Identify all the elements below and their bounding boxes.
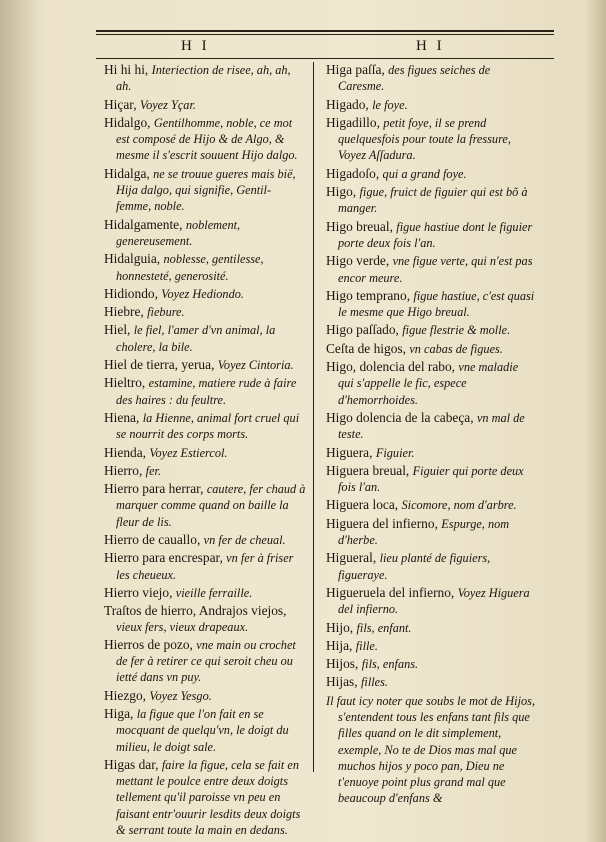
entry-headword: Hidiondo, [104, 285, 158, 301]
dictionary-entry [326, 62, 536, 95]
entry-definition: le fiel, l'amer d'vn animal, la cholere, la bile. [116, 323, 276, 354]
entry-definition: figue hastiue dont le figuier porte deux fois l'an. [338, 219, 533, 250]
entry-headword: Hidalgamente, [104, 216, 183, 232]
entry-headword: Higo breual, [326, 218, 393, 234]
dictionary-entry [104, 286, 306, 302]
entry-headword: Hiel de tierra, yerua, [104, 357, 215, 373]
page-right-edge [586, 0, 606, 842]
dictionary-entry [326, 638, 536, 654]
dictionary-entry [104, 757, 306, 838]
entry-definition: Voyez Yçar. [139, 97, 196, 112]
entry-headword: Hija, [326, 637, 353, 653]
entry-definition: ne se trouue gueres mais bië, Hija dalgo, qui signifie, Gentil-femme, noble. [116, 166, 296, 214]
entry-headword: Higa, [104, 705, 134, 721]
entry-definition: le foye. [372, 97, 408, 112]
dictionary-entry [326, 359, 536, 408]
dictionary-entry [326, 322, 536, 338]
entry-headword: Higo temprano, [326, 287, 411, 303]
entry-definition: noblement, genereusement. [116, 217, 241, 248]
top-rule [96, 30, 554, 32]
entry-definition: Sicomore, nom d'arbre. [401, 498, 517, 513]
entry-headword: Higadillo, [326, 114, 380, 130]
entry-definition: vn fer à friser les cheueux. [116, 551, 294, 582]
dictionary-entry [104, 62, 306, 95]
dictionary-entry [326, 620, 536, 636]
dictionary-entry [104, 166, 306, 215]
entry-headword: Hijos, [326, 656, 359, 672]
dictionary-entry [104, 463, 306, 479]
entry-headword: Hiebre, [104, 304, 144, 320]
entry-headword: Hieltro, [104, 375, 146, 391]
dictionary-entry [326, 585, 536, 618]
dictionary-entry [326, 656, 536, 672]
right-column [326, 62, 536, 809]
dictionary-entry [326, 674, 536, 690]
entry-definition: fils, enfant. [356, 620, 412, 635]
entry-definition: vn fer de cheual. [203, 533, 286, 548]
entry-definition: Figuier qui porte deux fois l'an. [338, 463, 524, 495]
dictionary-entry [104, 217, 306, 250]
entry-definition: Il faut icy noter que soubs le mot de Hijos, s'entendent tous les enfans tant fils que filles quand on le dit simplement, exemple, No te de Dios mas mal que muchos hijos y poco pan, Dieu ne t'enuoye point plus grand mal que beaucoup d'enfans & [326, 693, 536, 806]
dictionary-entry [326, 166, 536, 182]
entry-definition: la Hienne, animal fort cruel qui se nourrit des corps morts. [116, 410, 300, 442]
dictionary-entry [326, 184, 536, 217]
entry-headword: Hierro viejo, [104, 584, 173, 600]
dictionary-entry [326, 115, 536, 164]
dictionary-entry [326, 341, 536, 357]
column-divider [313, 62, 314, 772]
dictionary-entry [326, 516, 536, 549]
entry-headword: Hierro para encrespar, [104, 550, 223, 566]
entry-definition: vieux fers, vieux drapeaux. [116, 619, 249, 634]
entry-headword: Higuera breual, [326, 462, 410, 478]
entry-definition: figue, fruict de figuier qui est bõ à manger. [338, 185, 528, 216]
entry-headword: Higadoſo, [326, 165, 380, 181]
entry-headword: Higo, [326, 184, 357, 200]
entry-headword: Higado, [326, 96, 369, 112]
entry-definition: Voyez Higuera del infierno. [338, 585, 530, 617]
dictionary-entry [326, 97, 536, 113]
entry-headword: Higuera, [326, 444, 373, 460]
dictionary-entry [104, 481, 306, 530]
entry-headword: Higo paſſado, [326, 322, 399, 338]
entry-definition: Gentilhomme, noble, ce mot est composé de Hijo & de Algo, & mesme il s'escrit souuent Hijo dalgo. [116, 115, 298, 163]
entry-headword: Higo dolencia de la cabeça, [326, 409, 474, 425]
dictionary-entry [104, 304, 306, 320]
entry-definition: filles. [360, 675, 388, 690]
entry-definition: vne maladie qui s'appelle le fic, espece d'hemorrhoides. [338, 360, 519, 407]
dictionary-entry [104, 357, 306, 373]
entry-definition: Voyez Hediondo. [161, 286, 244, 301]
entry-headword: Hidalgo, [104, 114, 151, 130]
entry-headword: Hijas, [326, 674, 358, 690]
dictionary-entry [104, 706, 306, 755]
entry-headword: Hierro para herrar, [104, 481, 204, 497]
entry-definition: Voyez Yesgo. [149, 688, 212, 703]
entry-headword: Hierro de cauallo, [104, 532, 201, 548]
entry-headword: Higuera del infierno, [326, 515, 438, 531]
top-rule-thin [96, 34, 554, 35]
left-column [104, 62, 306, 840]
dictionary-entry [104, 322, 306, 355]
entry-headword: Hiçar, [104, 96, 137, 112]
dictionary-entry [104, 585, 306, 601]
entry-headword: Higas dar, [104, 756, 159, 772]
entry-headword: Higo verde, [326, 253, 390, 269]
dictionary-entry [104, 532, 306, 548]
entry-definition: la figue que l'on fait en se mocquant de quelqu'vn, le doigt du milieu, le doigt sale. [116, 706, 289, 754]
entry-definition: faire la figue, cela se fait en mettant le poulce entre deux doigts tellement qu'il paroisse vn peu en faisant entr'ouurir lesdits deux doigts & serrant toute la main en dedans. [116, 757, 301, 838]
dictionary-entry [104, 688, 306, 704]
entry-headword: Hiena, [104, 409, 140, 425]
entry-definition: Figuier. [375, 445, 415, 460]
dictionary-entry [104, 445, 306, 461]
dictionary-entry [104, 550, 306, 583]
dictionary-entry [326, 410, 536, 443]
entry-headword: Hiel, [104, 322, 131, 338]
entry-definition: qui a grand foye. [382, 166, 467, 181]
header-right: H I [416, 38, 445, 54]
entry-headword: Hidalguia, [104, 251, 161, 267]
dictionary-entry [326, 253, 536, 286]
entry-headword: Hienda, [104, 444, 147, 460]
entry-headword: Hierro, [104, 462, 143, 478]
entry-definition: vieille ferraille. [175, 585, 253, 600]
entry-definition: cautere, fer chaud à marquer comme quand on baille la fleur de lis. [116, 482, 306, 529]
dictionary-entry [326, 445, 536, 461]
entry-headword: Higa paſſa, [326, 62, 385, 77]
dictionary-entry [104, 115, 306, 164]
entry-definition: Voyez Estiercol. [149, 445, 228, 460]
entry-definition: fille. [355, 638, 378, 653]
entry-headword: Hijo, [326, 619, 354, 635]
entry-headword: Hidalga, [104, 165, 150, 181]
entry-definition: figue flestrie & molle. [402, 323, 511, 338]
running-header [96, 38, 554, 58]
entry-definition: petit foye, il se prend quelquesfois pour toute la fressure, Voyez Aſſadura. [338, 115, 511, 163]
entry-definition: noblesse, gentilesse, honnesteté, generosité. [116, 252, 264, 283]
entry-headword: Hi hi hi, [104, 62, 149, 77]
entry-definition: vne figue verte, qui n'est pas encor meure. [338, 254, 533, 285]
entry-definition: lieu planté de figuiers, figueraye. [338, 551, 491, 582]
entry-headword: Higuera loca, [326, 497, 399, 513]
entry-definition: fils, enfans. [361, 657, 419, 672]
dictionary-entry [104, 251, 306, 284]
dictionary-entry [104, 603, 306, 635]
entry-definition: vn mal de teste. [338, 410, 525, 442]
entry-definition: des figues seiches de Caresme. [338, 63, 491, 94]
entry-definition: vne main ou crochet de fer à retirer ce qui seroit cheu ou ietté dans vn puy. [116, 637, 296, 685]
page-edge-shadow [0, 0, 40, 842]
header-rule [96, 58, 554, 59]
dictionary-entry [326, 219, 536, 252]
entry-headword: Hierros de pozo, [104, 636, 193, 652]
dictionary-entry [104, 410, 306, 443]
header-left: H I [181, 38, 210, 54]
entry-headword: Higueruela del infierno, [326, 584, 455, 600]
dictionary-entry [104, 97, 306, 113]
entry-headword: Traſtos de hierro, Andrajos viejos, [104, 603, 287, 619]
entry-definition: fiebure. [147, 305, 185, 320]
entry-headword: Higueral, [326, 550, 377, 566]
entry-definition: Voyez Cintoria. [217, 358, 294, 373]
dictionary-entry [326, 550, 536, 583]
dictionary-entry [326, 693, 536, 807]
dictionary-entry [104, 375, 306, 408]
entry-definition: fer. [145, 463, 162, 478]
entry-definition: Interiection de risee, ah, ah, ah. [116, 63, 291, 94]
entry-headword: Higo, dolencia del rabo, [326, 359, 456, 375]
dictionary-entry [104, 637, 306, 686]
dictionary-entry [326, 288, 536, 321]
entry-headword: Hiezgo, [104, 687, 147, 703]
dictionary-entry [326, 463, 536, 496]
entry-definition: figue hastiue, c'est quasi le mesme que Higo breual. [338, 288, 535, 320]
entry-definition: vn cabas de figues. [409, 341, 503, 356]
entry-definition: Espurge, nom d'herbe. [338, 516, 510, 548]
entry-headword: Ceſta de higos, [326, 340, 406, 356]
dictionary-entry [326, 497, 536, 513]
entry-definition: estamine, matiere rude à faire des haires : du feultre. [116, 376, 297, 407]
